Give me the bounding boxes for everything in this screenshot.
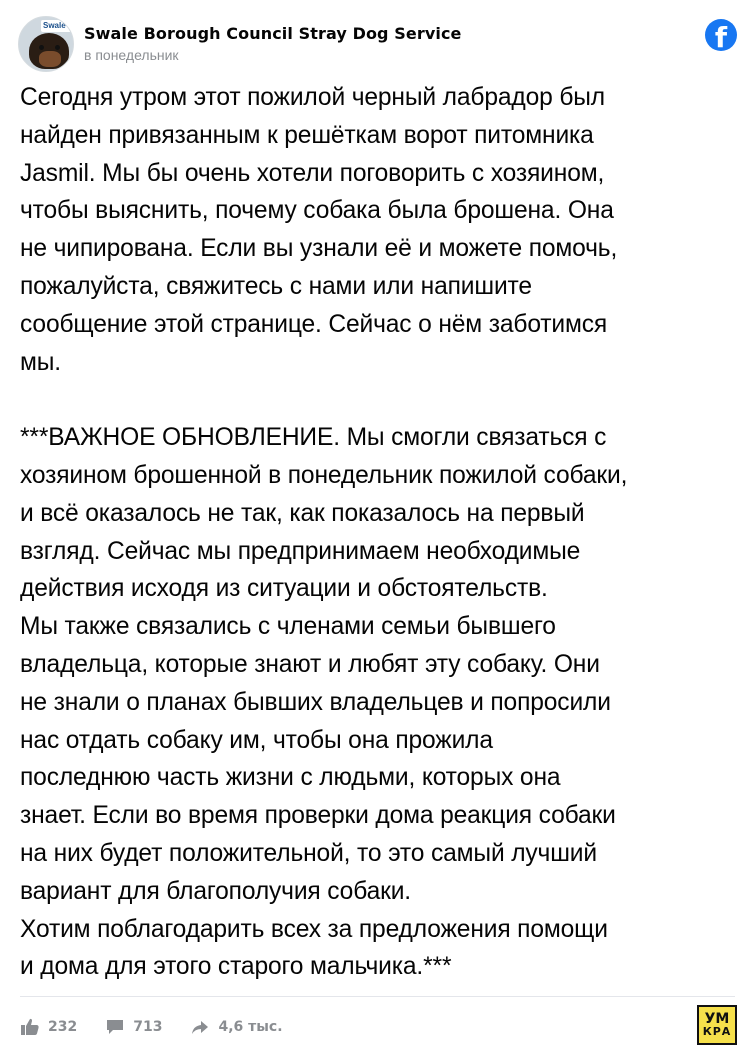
post-body-text: Сегодня утром этот пожилой черный лабрадор был найден привязанным к решёткам ворот питомника Jasmil. Мы бы очень хотели поговорить с хозяином, чтобы выяснить, почему собака была брошена. Она не чипирована. Если вы узнали её и можете помочь, пожалуйста, свяжитесь с нами или напишите сообщение этой странице. Сейчас о нём заботимся мы. ***ВАЖНОЕ ОБНОВЛЕНИЕ. Мы смогли связаться с хозяином брошенной в понедельник пожилой собаки, и всё оказалось не так, как показалось на первый взгляд. Сейчас мы предпринимаем необходимые действия исходя из ситуации и обстоятельств. Мы также связались с членами семьи бывшего владельца, которые знают и любят эту собаку. Они не знали о планах бывших владельцев и попросили нас отдать собаку им, чтобы она прожила последнюю часть жизни с людьми, которых она знает. Если во время проверки дома реакция собаки на них будет положительной, то это самый лучший вариант для благополучия собаки. Хотим поблагодарить всех за предложения помощи и дома для этого старого мальчика.*** [20, 84, 628, 981]
post-meta [84, 24, 462, 64]
watermark-line-2: КРА [702, 1025, 732, 1038]
page-name-link[interactable]: Swale Borough Council Stray Dog Service [84, 24, 462, 43]
avatar-tag: Swale [41, 20, 74, 32]
umkra-watermark-logo [697, 1005, 737, 1045]
avatar-dog-snout [39, 51, 61, 67]
watermark-line-1: УМ [704, 1011, 730, 1027]
comments-count: 713 [133, 1019, 163, 1035]
post-engagement-bar [20, 1012, 311, 1042]
comments-stat[interactable] [105, 1018, 162, 1036]
comment-icon [105, 1018, 125, 1036]
post-header [18, 14, 462, 74]
thumbs-up-icon [20, 1018, 40, 1036]
share-arrow-icon [190, 1018, 210, 1036]
shares-count: 4,6 тыс. [218, 1019, 283, 1035]
likes-count: 232 [48, 1019, 78, 1035]
shares-stat[interactable] [190, 1018, 282, 1036]
footer-divider [20, 996, 735, 997]
post-timestamp[interactable]: в понедельник [84, 47, 179, 63]
avatar-dog-eye-right [55, 45, 60, 50]
facebook-logo-icon: f [705, 19, 737, 51]
likes-stat[interactable] [20, 1018, 77, 1036]
page-avatar[interactable] [18, 16, 74, 72]
avatar-dog-eye-left [39, 45, 44, 50]
